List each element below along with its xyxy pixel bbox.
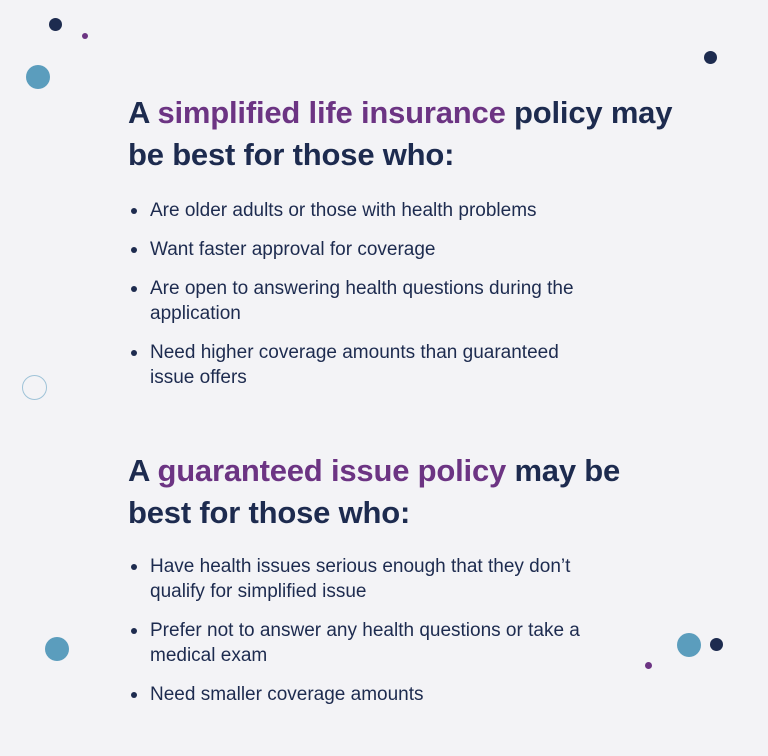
- simplified-policy-section: [128, 92, 688, 404]
- list-item: [128, 554, 628, 604]
- list-item: [128, 340, 608, 390]
- list-item-text: Are open to answering health questions during the application: [150, 278, 574, 324]
- bullet-dot-icon: [131, 350, 137, 356]
- list-item: [128, 276, 608, 326]
- list-item-text: Prefer not to answer any health questions or take a medical exam: [150, 620, 580, 666]
- bullet-dot-icon: [131, 286, 137, 292]
- heading-text: A: [128, 453, 158, 488]
- bullet-dot-icon: [131, 564, 137, 570]
- bullet-list: [128, 198, 608, 390]
- heading-text: A: [128, 95, 158, 130]
- bullet-list: [128, 554, 628, 707]
- decorative-dot-navy: [704, 51, 717, 64]
- list-item: [128, 198, 608, 223]
- bullet-dot-icon: [131, 628, 137, 634]
- decorative-dot-navy: [49, 18, 62, 31]
- list-item: [128, 237, 608, 262]
- heading-text: policy may be best for those who:: [128, 95, 673, 172]
- list-item-text: Need smaller coverage amounts: [150, 684, 424, 705]
- list-item: [128, 618, 628, 668]
- bullet-dot-icon: [131, 247, 137, 253]
- decorative-circle-outline: [22, 375, 47, 400]
- heading-text: may be best for those who:: [128, 453, 621, 530]
- list-item-text: Are older adults or those with health problems: [150, 200, 537, 221]
- decorative-dot-navy: [710, 638, 723, 651]
- list-item: [128, 682, 628, 707]
- heading-highlight: guaranteed issue policy: [157, 453, 507, 488]
- decorative-dot-purple: [82, 33, 88, 39]
- list-item-text: Want faster approval for coverage: [150, 239, 436, 260]
- list-item-text: Have health issues serious enough that they don’t qualify for simplified issue: [150, 556, 571, 602]
- decorative-dot-teal: [26, 65, 50, 89]
- bullet-dot-icon: [131, 208, 137, 214]
- section-heading: [128, 92, 688, 176]
- heading-highlight: simplified life insurance: [157, 95, 506, 130]
- list-item-text: Need higher coverage amounts than guaranteed issue offers: [150, 342, 559, 388]
- bullet-dot-icon: [131, 692, 137, 698]
- guaranteed-issue-section: [128, 450, 688, 721]
- decorative-dot-teal: [45, 637, 69, 661]
- section-heading: [128, 450, 628, 534]
